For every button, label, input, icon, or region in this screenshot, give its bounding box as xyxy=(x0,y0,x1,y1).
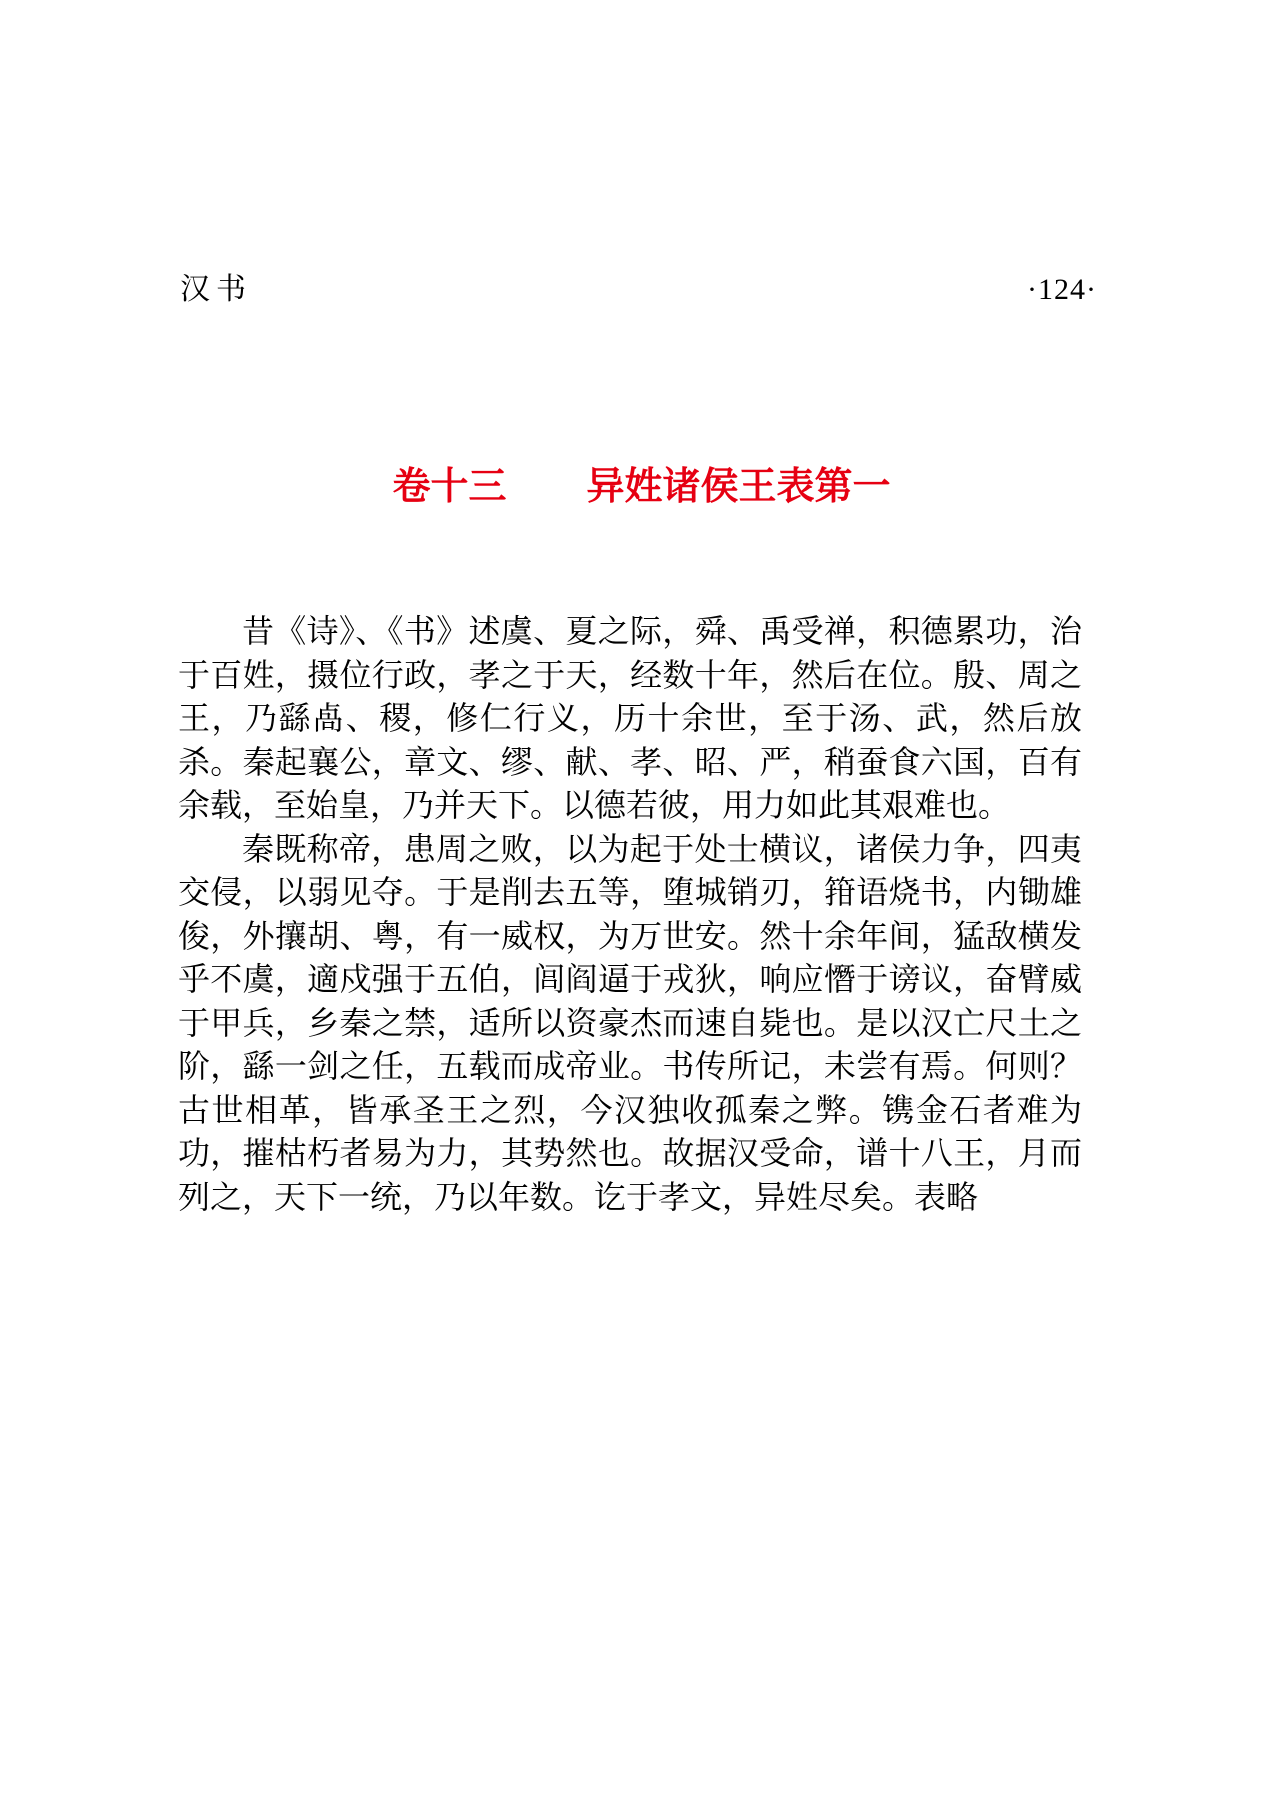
chapter-heading xyxy=(0,460,1283,512)
running-head-book-title: 汉书 xyxy=(180,272,252,307)
paragraph-2: 秦既称帝，患周之败，以为起于处士横议，诸侯力争，四夷交侵，以弱见夺。于是削去五等，堕城销刃，箝语烧书，内锄雄俊，外攘胡、粤，有一威权，为万世安。然十余年间，猛敌横发乎不虞，適戍强于五伯，闾阎逼于戎狄，响应憯于谤议，奋臂威于甲兵，乡秦之禁，适所以资豪杰而速自毙也。是以汉亡尺土之阶，繇一剑之任，五载而成帝业。书传所记，未尝有焉。何则？古世相革，皆承圣王之烈，今汉独收孤秦之弊。镌金石者难为功，摧枯朽者易为力，其势然也。故据汉受命，谱十八王，月而列之，天下一统，乃以年数。讫于孝文，异姓尽矣。表略 xyxy=(178,829,1082,1216)
chapter-title: 异姓诸侯王表第一 xyxy=(586,464,891,508)
chapter-volume: 卷十三 xyxy=(392,464,507,508)
paragraph-1: 昔《诗》、《书》述虞、夏之际，舜、禹受禅，积德累功，治于百姓，摄位行政，孝之于天，经数十年，然后在位。殷、周之王，乃繇卨、稷，修仁行义，历十余世，至于汤、武，然后放杀。秦起襄公，章文、缪、献、孝、昭、严，稍蚕食六国，百有余载，至始皇，乃并天下。以德若彼，用力如此其艰难也。 xyxy=(178,612,1082,824)
page-number: ·124· xyxy=(1027,273,1097,306)
body-text xyxy=(178,610,1082,1219)
